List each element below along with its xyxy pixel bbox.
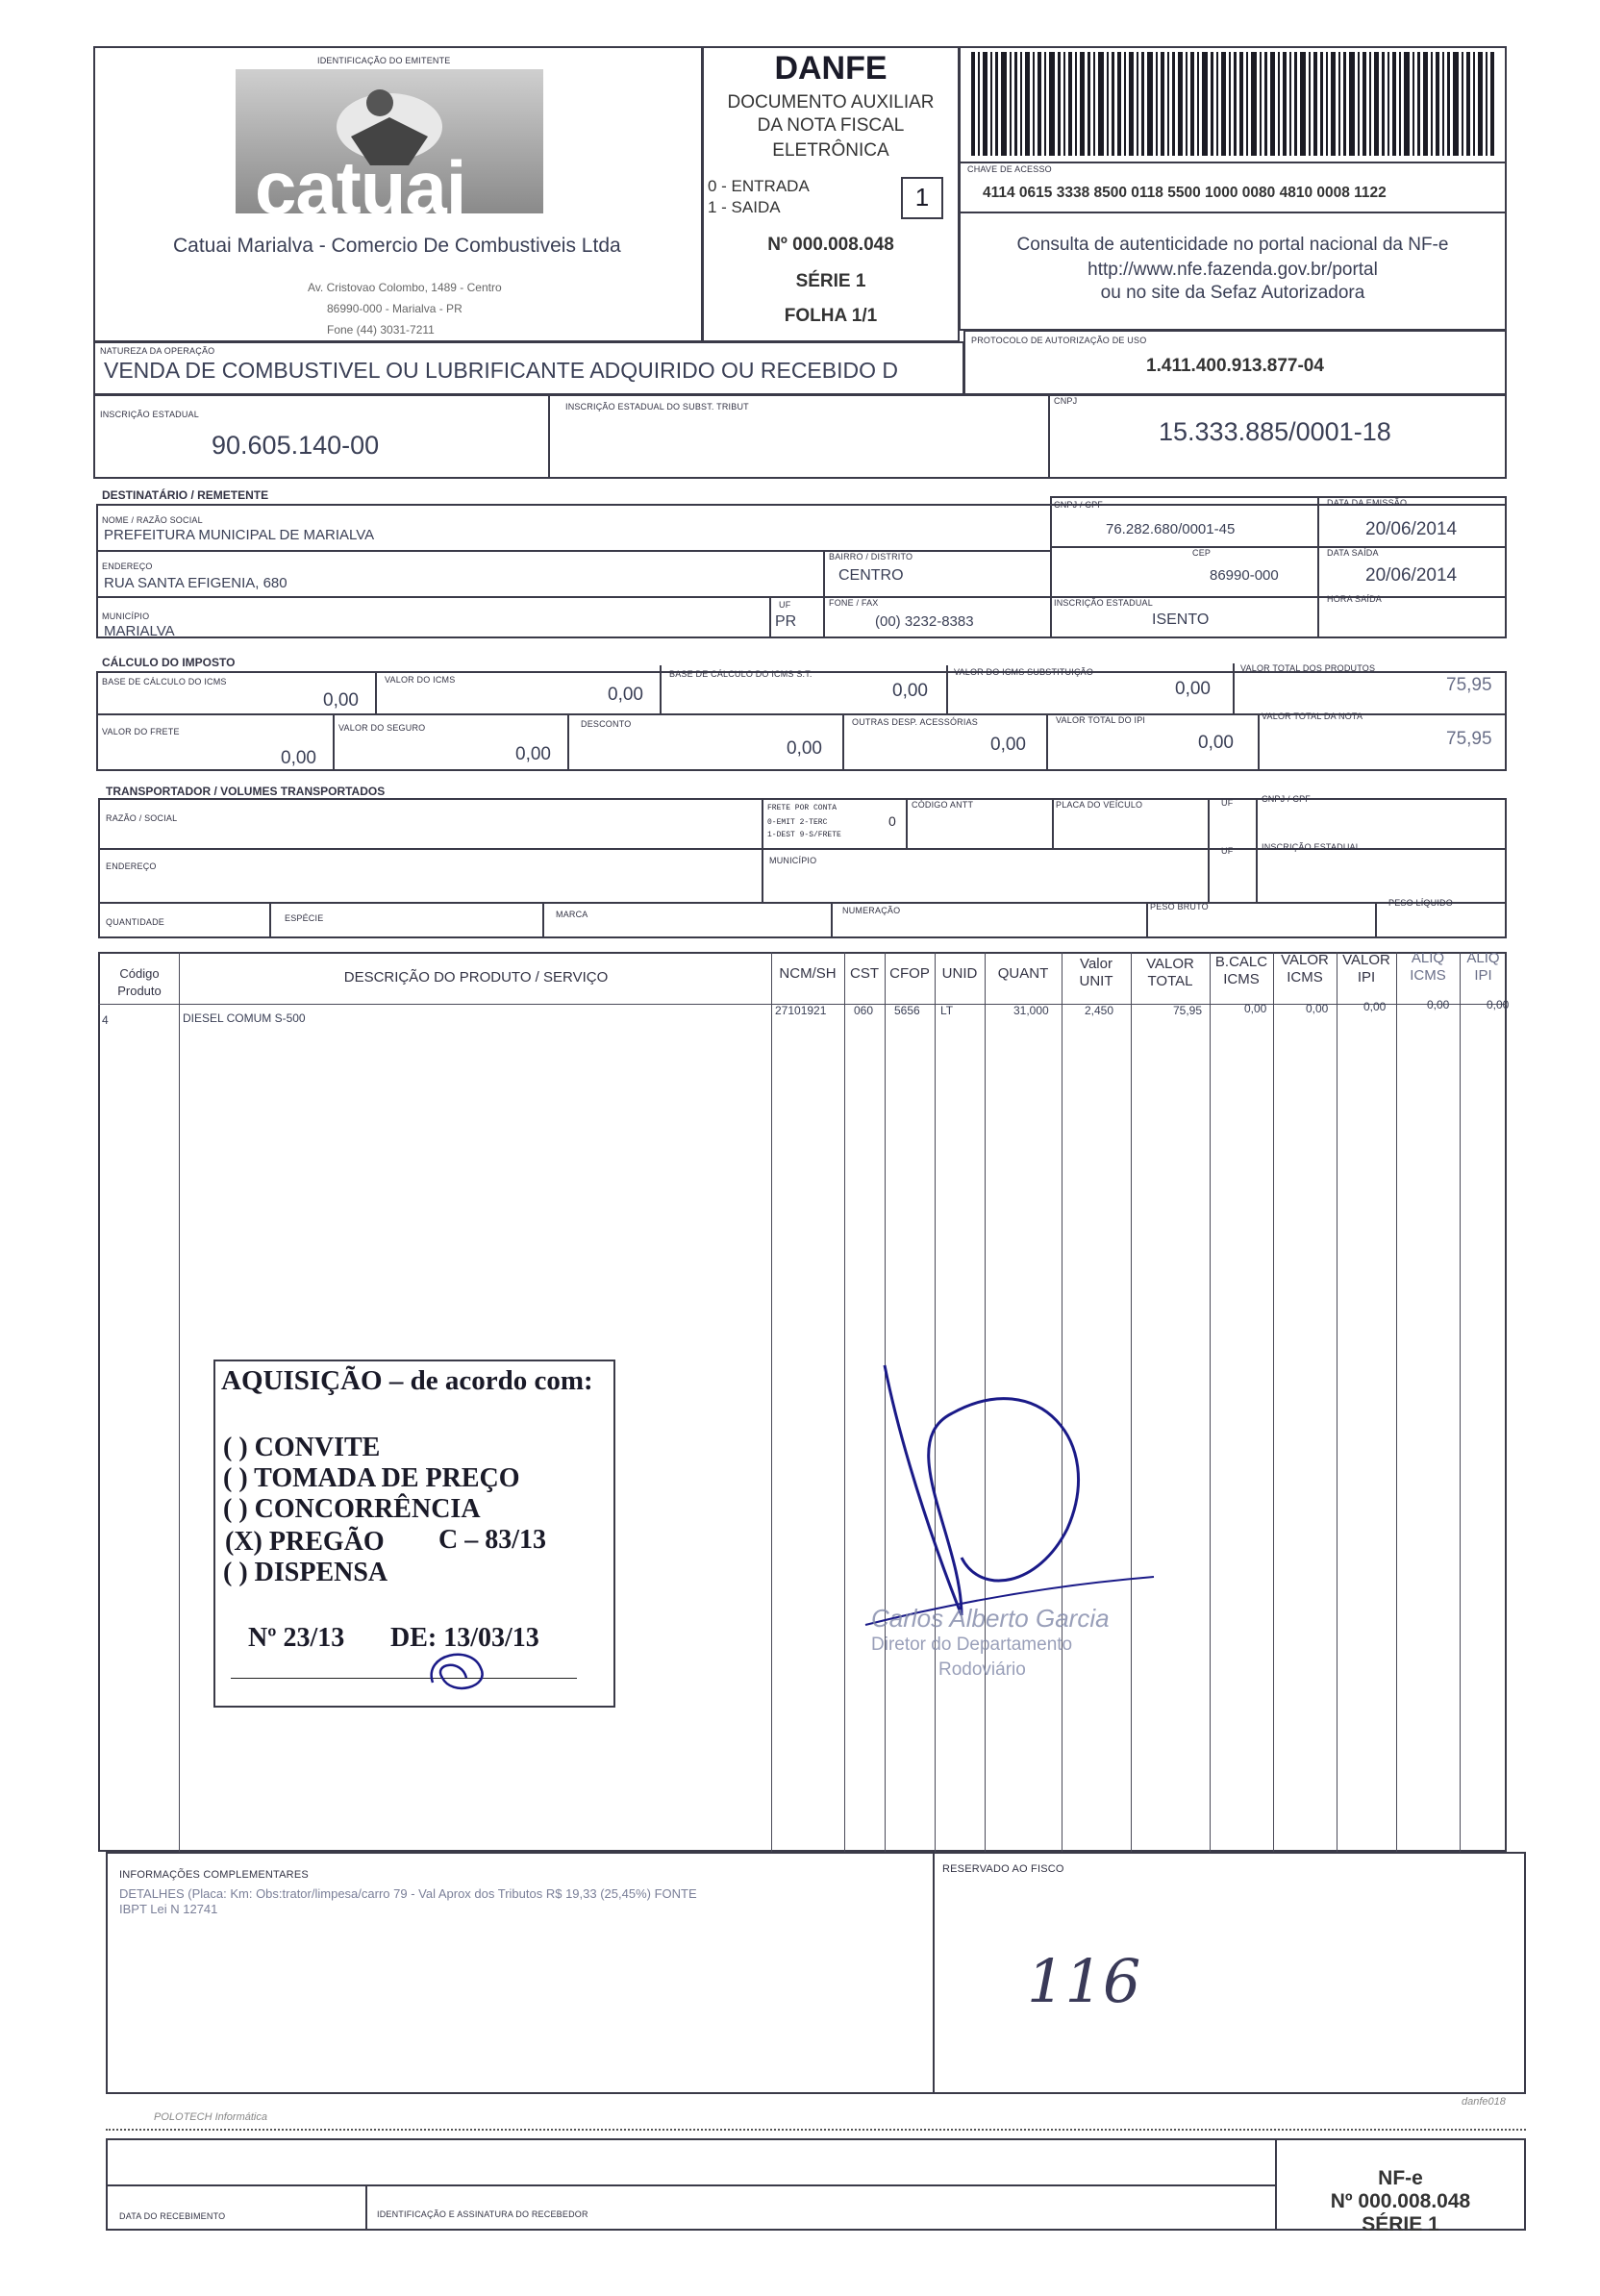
bc-icms-st: 0,00 <box>892 681 928 701</box>
outras-label: OUTRAS DESP. ACESSÓRIAS <box>852 717 978 727</box>
cnpj-emit-label: CNPJ <box>1054 396 1078 406</box>
barcode <box>971 52 1494 156</box>
info-text-1: DETALHES (Placa: Km: Obs:trator/limpesa/carro 79 - Val Aprox dos Tributos R$ 19,33 (25,45%) FONTE <box>119 1886 697 1901</box>
frete: 0,00 <box>281 748 316 768</box>
assinatura-label: IDENTIFICAÇÃO E ASSINATURA DO RECEBEDOR <box>377 2209 588 2219</box>
row-codigo: 4 <box>102 1013 109 1027</box>
cep-label: CEP <box>1192 548 1212 558</box>
total-nota: 75,95 <box>1446 729 1492 749</box>
protocolo-label: PROTOCOLO DE AUTORIZAÇÃO DE USO <box>971 336 1147 345</box>
danfe-subtitle-2: DA NOTA FISCAL <box>757 115 905 136</box>
numeracao-label: NUMERAÇÃO <box>842 906 901 915</box>
stamp-concorrencia: ( ) CONCORRÊNCIA <box>223 1494 481 1524</box>
municipio: MARIALVA <box>104 623 175 639</box>
ie-value: 90.605.140-00 <box>212 431 380 460</box>
row-bc-icms: 0,00 <box>1244 1002 1267 1015</box>
danfe-serie: SÉRIE 1 <box>795 271 866 291</box>
cep: 86990-000 <box>1210 567 1279 584</box>
data-saida-label: DATA SAÍDA <box>1327 548 1379 558</box>
canhoto-nfe: NF-e <box>1378 2167 1423 2189</box>
emitente-label: IDENTIFICAÇÃO DO EMITENTE <box>317 56 451 65</box>
col-valor-icms: VALOR ICMS <box>1281 952 1329 986</box>
col-descricao: DESCRIÇÃO DO PRODUTO / SERVIÇO <box>343 969 609 986</box>
col-unid: UNID <box>941 965 978 982</box>
dest-endereco: RUA SANTA EFIGENIA, 680 <box>104 575 288 591</box>
canhoto-numero: Nº 000.008.048 <box>1330 2190 1471 2212</box>
transp-cnpj-label: CNPJ / CPF <box>1262 794 1312 804</box>
row-valor-total: 75,95 <box>1173 1004 1203 1017</box>
valor-icms-st: 0,00 <box>1175 679 1211 699</box>
transp-ie-label: INSCRIÇÃO ESTADUAL <box>1262 842 1361 852</box>
signature-stamp-role-1: Diretor do Departamento <box>871 1635 1073 1655</box>
natureza-value: VENDA DE COMBUSTIVEL OU LUBRIFICANTE ADQUIRIDO OU RECEBIDO D <box>104 358 899 383</box>
dest-cnpj: 76.282.680/0001-45 <box>1106 521 1236 537</box>
col-ncm: NCM/SH <box>779 965 837 982</box>
frete-conta-1: FRETE POR CONTA <box>767 804 838 812</box>
fisco-label: RESERVADO AO FISCO <box>942 1863 1064 1875</box>
data-emissao: 20/06/2014 <box>1365 519 1458 539</box>
col-valor-total: VALOR TOTAL <box>1146 956 1194 989</box>
especie-label: ESPÉCIE <box>285 913 324 923</box>
software-credit: POLOTECH Informática <box>154 2111 267 2123</box>
row-cfop: 5656 <box>894 1004 920 1017</box>
signature-stamp-role-2: Rodoviário <box>938 1660 1026 1680</box>
ie-st-label: INSCRIÇÃO ESTADUAL DO SUBST. TRIBUT <box>565 402 749 412</box>
chave-value: 4114 0615 3338 8500 0118 5500 1000 0080 4810 0008 1122 <box>983 185 1387 201</box>
transp-uf-label: UF <box>1221 798 1234 808</box>
cut-line <box>106 2129 1526 2131</box>
row-valor-ipi: 0,00 <box>1363 1000 1387 1013</box>
stamp-initials <box>413 1644 500 1702</box>
valor-icms-st-label: VALOR DO ICMS SUBSTITUIÇÃO <box>954 667 1094 677</box>
tipo-value: 1 <box>914 183 930 212</box>
bc-icms-label: BASE DE CÁLCULO DO ICMS <box>102 677 227 686</box>
stamp-numero: Nº 23/13 <box>248 1623 345 1653</box>
total-nota-label: VALOR TOTAL DA NOTA <box>1262 711 1363 721</box>
emitente-phone: Fone (44) 3031-7211 <box>327 323 435 337</box>
emitente-name: Catuai Marialva - Comercio De Combustiveis Ltda <box>173 235 621 257</box>
uf-label: UF <box>779 600 791 610</box>
data-emissao-label: DATA DA EMISSÃO <box>1327 498 1408 508</box>
total-produtos-label: VALOR TOTAL DOS PRODUTOS <box>1240 663 1376 673</box>
desconto: 0,00 <box>787 738 822 759</box>
fone: (00) 3232-8383 <box>875 613 974 630</box>
protocolo-value: 1.411.400.913.877-04 <box>1146 356 1324 376</box>
desconto-label: DESCONTO <box>581 719 632 729</box>
signature-stamp-name: Carlos Alberto Garcia <box>871 1604 1110 1633</box>
row-descricao: DIESEL COMUM S-500 <box>183 1011 306 1025</box>
bairro: CENTRO <box>838 567 904 584</box>
dest-ie-label: INSCRIÇÃO ESTADUAL <box>1054 598 1153 608</box>
bc-icms: 0,00 <box>323 690 359 711</box>
danfe-numero: Nº 000.008.048 <box>767 235 894 255</box>
transp-uf2-label: UF <box>1221 846 1234 856</box>
row-ncm: 27101921 <box>775 1004 827 1017</box>
municipio-label: MUNICÍPIO <box>102 611 150 621</box>
quantidade-label: QUANTIDADE <box>106 917 165 927</box>
col-quant: QUANT <box>997 965 1049 982</box>
seguro: 0,00 <box>515 744 551 764</box>
canhoto-serie: SÉRIE 1 <box>1362 2213 1439 2235</box>
peso-liquido-label: PESO LÍQUIDO <box>1388 898 1453 908</box>
template-id: danfe018 <box>1462 2096 1506 2108</box>
row-unid: LT <box>940 1004 954 1017</box>
fisco-handwritten: 116 <box>1027 1946 1141 2016</box>
stamp-convite: ( ) CONVITE <box>223 1433 381 1462</box>
logo-text: catuai <box>255 145 466 230</box>
frete-conta-value: 0 <box>888 813 896 829</box>
emitente-address-1: Av. Cristovao Colombo, 1489 - Centro <box>308 281 502 294</box>
info-text-2: IBPT Lei N 12741 <box>119 1902 218 1916</box>
stamp-pregao: (X) PREGÃO <box>225 1527 385 1557</box>
col-cst: CST <box>850 965 879 982</box>
dest-cnpj-label: CNPJ / CPF <box>1054 500 1104 510</box>
outras: 0,00 <box>990 735 1026 755</box>
row-valor-icms: 0,00 <box>1306 1002 1329 1015</box>
destinatario-section: DESTINATÁRIO / REMETENTE <box>102 488 269 502</box>
fone-label: FONE / FAX <box>829 598 879 608</box>
stamp-dispensa: ( ) DISPENSA <box>223 1558 388 1587</box>
recebimento-label: DATA DO RECEBIMENTO <box>119 2211 226 2221</box>
data-saida: 20/06/2014 <box>1365 565 1458 586</box>
razao-label: RAZÃO / SOCIAL <box>106 813 178 823</box>
hora-saida-label: HORA SAÍDA <box>1327 594 1383 604</box>
imposto-section: CÁLCULO DO IMPOSTO <box>102 656 236 669</box>
frete-conta-2: 0-EMIT 2-TERC <box>767 818 828 827</box>
entrada-label: 0 - ENTRADA <box>708 177 810 195</box>
transp-endereco-label: ENDEREÇO <box>106 861 157 871</box>
row-cst: 060 <box>854 1004 874 1017</box>
stamp-tomada: ( ) TOMADA DE PREÇO <box>223 1463 520 1493</box>
danfe-subtitle-3: ELETRÔNICA <box>772 140 889 161</box>
row-aliq-ipi: 0,00 <box>1487 998 1510 1011</box>
row-quant: 31,000 <box>1013 1004 1049 1017</box>
total-produtos: 75,95 <box>1446 675 1492 695</box>
chave-label: CHAVE DE ACESSO <box>967 164 1052 174</box>
signature <box>846 1346 1173 1635</box>
col-cfop: CFOP <box>889 965 930 982</box>
consulta-line-3: ou no site da Sefaz Autorizadora <box>1100 283 1365 303</box>
catuai-logo <box>236 69 543 230</box>
dest-nome: PREFEITURA MUNICIPAL DE MARIALVA <box>104 527 375 543</box>
stamp-pregao-ref: C – 83/13 <box>438 1525 546 1555</box>
frete-label: VALOR DO FRETE <box>102 727 180 736</box>
transportador-section: TRANSPORTADOR / VOLUMES TRANSPORTADOS <box>106 785 386 798</box>
valor-icms-label: VALOR DO ICMS <box>385 675 456 685</box>
col-valor-ipi: VALOR IPI <box>1342 952 1390 986</box>
frete-conta-3: 1-DEST 9-S/FRETE <box>767 831 841 839</box>
col-aliq-ipi: ALIQ IPI <box>1466 950 1500 984</box>
bairro-label: BAIRRO / DISTRITO <box>829 552 913 562</box>
col-valor-unit: Valor UNIT <box>1079 956 1113 989</box>
transp-municipio-label: MUNICÍPIO <box>769 856 817 865</box>
saida-label: 1 - SAIDA <box>708 198 781 216</box>
danfe-title: DANFE <box>774 50 888 87</box>
consulta-line-2[interactable]: http://www.nfe.fazenda.gov.br/portal <box>1088 260 1378 280</box>
peso-bruto-label: PESO BRUTO <box>1150 902 1209 911</box>
col-bc-icms: B.CALC ICMS <box>1214 954 1268 987</box>
emitente-address-2: 86990-000 - Marialva - PR <box>327 302 462 315</box>
ipi-label: VALOR TOTAL DO IPI <box>1056 715 1146 725</box>
bc-icms-st-label: BASE DE CÁLCULO DO ICMS S.T. <box>669 669 812 679</box>
uf: PR <box>775 613 797 630</box>
row-valor-unit: 2,450 <box>1085 1004 1114 1017</box>
info-label: INFORMAÇÕES COMPLEMENTARES <box>119 1869 309 1881</box>
col-aliq-icms: ALIQ ICMS <box>1410 950 1446 984</box>
consulta-line-1: Consulta de autenticidade no portal nacional da NF-e <box>1016 235 1449 255</box>
fisco-box <box>933 1852 1526 2094</box>
seguro-label: VALOR DO SEGURO <box>338 723 426 733</box>
dest-endereco-label: ENDEREÇO <box>102 562 153 571</box>
danfe-subtitle-1: DOCUMENTO AUXILIAR <box>727 92 935 112</box>
stamp-title: AQUISIÇÃO – de acordo com: <box>221 1365 593 1396</box>
danfe-folha: FOLHA 1/1 <box>784 306 878 326</box>
valor-icms: 0,00 <box>608 685 643 705</box>
dest-nome-label: NOME / RAZÃO SOCIAL <box>102 515 203 525</box>
dest-ie: ISENTO <box>1152 611 1210 628</box>
marca-label: MARCA <box>556 910 588 919</box>
ie-label: INSCRIÇÃO ESTADUAL <box>100 410 199 419</box>
placa-label: PLACA DO VEÍCULO <box>1056 800 1143 810</box>
row-aliq-icms: 0,00 <box>1427 998 1450 1011</box>
antt-label: CÓDIGO ANTT <box>912 800 974 810</box>
stamp-data: DE: 13/03/13 <box>390 1623 539 1653</box>
natureza-label: NATUREZA DA OPERAÇÃO <box>100 346 215 356</box>
ipi: 0,00 <box>1198 733 1234 753</box>
col-codigo: Código Produto <box>117 966 162 998</box>
cnpj-emit-value: 15.333.885/0001-18 <box>1159 417 1391 446</box>
